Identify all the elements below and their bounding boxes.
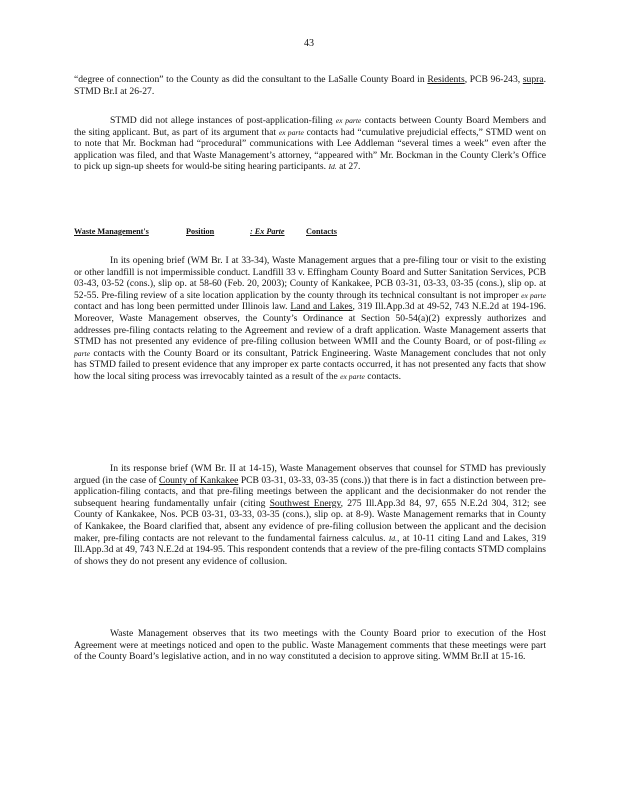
id-citation: Id. — [328, 162, 337, 172]
id-citation: Id. — [388, 533, 397, 543]
p1-text-a: “degree of connection” to the County as did the consultant to the LaSalle County Board in — [74, 74, 428, 85]
p2-text-b: contacts between County Board Members and the siting applicant. But, as part of its argument that — [74, 115, 546, 138]
p2-text-d: at 27. — [336, 161, 361, 173]
p4-text-c: , 275 Ill.App.3d 84, 97, 655 N.E.2d 304, 312; see County of Kankakee, Nos. PCB 03-31, 03-33, 03-35 (cons.), slip op. at 8-9). Waste Management remarks that in County of Kankakee, the Board clarified that, absent any evidence of pre-filing collusion between the applicant and the decision maker, pre-filing contacts are not relevant to the fundamental fairness calculus. — [74, 497, 546, 544]
section-heading — [74, 226, 546, 238]
p5-text: Waste Management observes that its two meetings with the County Board prior to execution of the Host Agreement were at meetings noticed and open to the public. Waste Management comments that these meetings were part of the County Board’s legislative action, and in no way constituted a decision to approve siting. WMM Br.II at 15-16. — [74, 628, 546, 663]
p1-text-c: . STMD Br.I at 26-27. — [74, 74, 546, 97]
paragraph-host-agreement-meetings — [74, 628, 546, 663]
paragraph-opening-brief — [74, 255, 546, 383]
p4-text-d: , at 10-11 citing Land and Lakes, 319 Ill.App.3d at 49, 743 N.E.2d at 194-95. This respondent contends that a review of the pre-filing contacts STMD complains of shows they do not present any evidence of collusion. — [74, 532, 546, 567]
p3-text-d: contacts with the County Board or its consultant, Patrick Engineering. Waste Management concludes that not only has STMD failed to present evidence that any improper ex parte contacts occurred, it has not presented any facts that show how the local siting process was irrevocably tainted as a result of the — [74, 347, 546, 382]
p4-text-a: In its response brief (WM Br. II at 14-15), Waste Management observes that counsel for STMD has previously argued (in the case of — [74, 463, 546, 486]
heading-part-waste-management: Waste Management's — [74, 227, 149, 236]
ex-parte-term: ex parte — [335, 116, 362, 125]
heading-part-position: Position — [186, 227, 215, 236]
p3-text-c: , 319 Ill.App.3d at 49-52, 743 N.E.2d at 194-196. Moreover, Waste Management observes, the County’s Ordinance at Section 50-54(a)(2) expressly authorizes and addresses pre-filing contacts relating to the Agreement and review of a draft application. Waste Management asserts that STMD has not presented any evidence of pre-filing collusion between WMII and the County Board, or of post-filing — [74, 301, 546, 348]
p2-text-a: STMD did not allege instances of post-application-filing — [110, 115, 336, 126]
paragraph-response-brief — [74, 463, 546, 567]
ex-parte-term: ex parte — [340, 371, 365, 381]
case-citation-land-and-lakes: Land and Lakes — [290, 301, 353, 313]
p2-text-c: contacts had “cumulative prejudicial effects,” STMD went on to note that Mr. Bockman had “procedural” communications with Lee Addleman “several times a week” even after the application was filed, and that Waste Management’s attorney, “appeared with” Mr. Bockman in the County Clerk’s Office to pick up sign-up sheets for would-be siting hearing participants. — [74, 126, 546, 173]
p1-text-b: , PCB 96-243, — [464, 74, 523, 85]
paragraph-stmd-allegations — [74, 115, 546, 173]
page-number: 43 — [304, 38, 314, 49]
supra-citation: supra — [522, 74, 544, 85]
case-citation-southwest-energy: Southwest Energy — [269, 497, 341, 509]
p3-text-b: contact and has long been permitted under Illinois law. — [74, 301, 291, 313]
p3-text-e: contacts. — [364, 370, 402, 382]
p3-text-a: In its opening brief (WM Br. I at 33-34), Waste Management argues that a pre-filing tour or visit to the existing or other landfill is not impermissible conduct. Landfill 33 v. Effingham County Board and Sutter Sanitation Services, PCB 03-43, 03-52 (cons.), slip op. at 58-60 (Feb. 20, 2003); County of Kankakee, PCB 03-31, 03-33, 03-35 (cons.), slip op. at 52-55. Pre-filing review of a site location application by the county through its technical consultant is not improper — [74, 255, 546, 301]
ex-parte-term: ex parte — [521, 290, 547, 300]
case-citation-residents: Residents — [427, 74, 465, 85]
ex-parte-term: ex parte — [278, 127, 304, 137]
case-citation-county-of-kankakee: County of Kankakee — [158, 474, 239, 486]
ex-parte-term: ex parte — [74, 337, 546, 358]
p4-text-b: PCB 03-31, 03-33, 03-35 (cons.)) that there is in fact a distinction between pre-application-filing contacts, and that pre-filing meetings between the applicant and the decisionmaker do not render the subsequent hearing fundamentally unfair (citing — [74, 474, 546, 509]
heading-part-ex-parte: : Ex Parte — [250, 227, 285, 236]
paragraph-degree-of-connection — [74, 74, 546, 97]
heading-part-contacts: Contacts — [306, 227, 337, 236]
